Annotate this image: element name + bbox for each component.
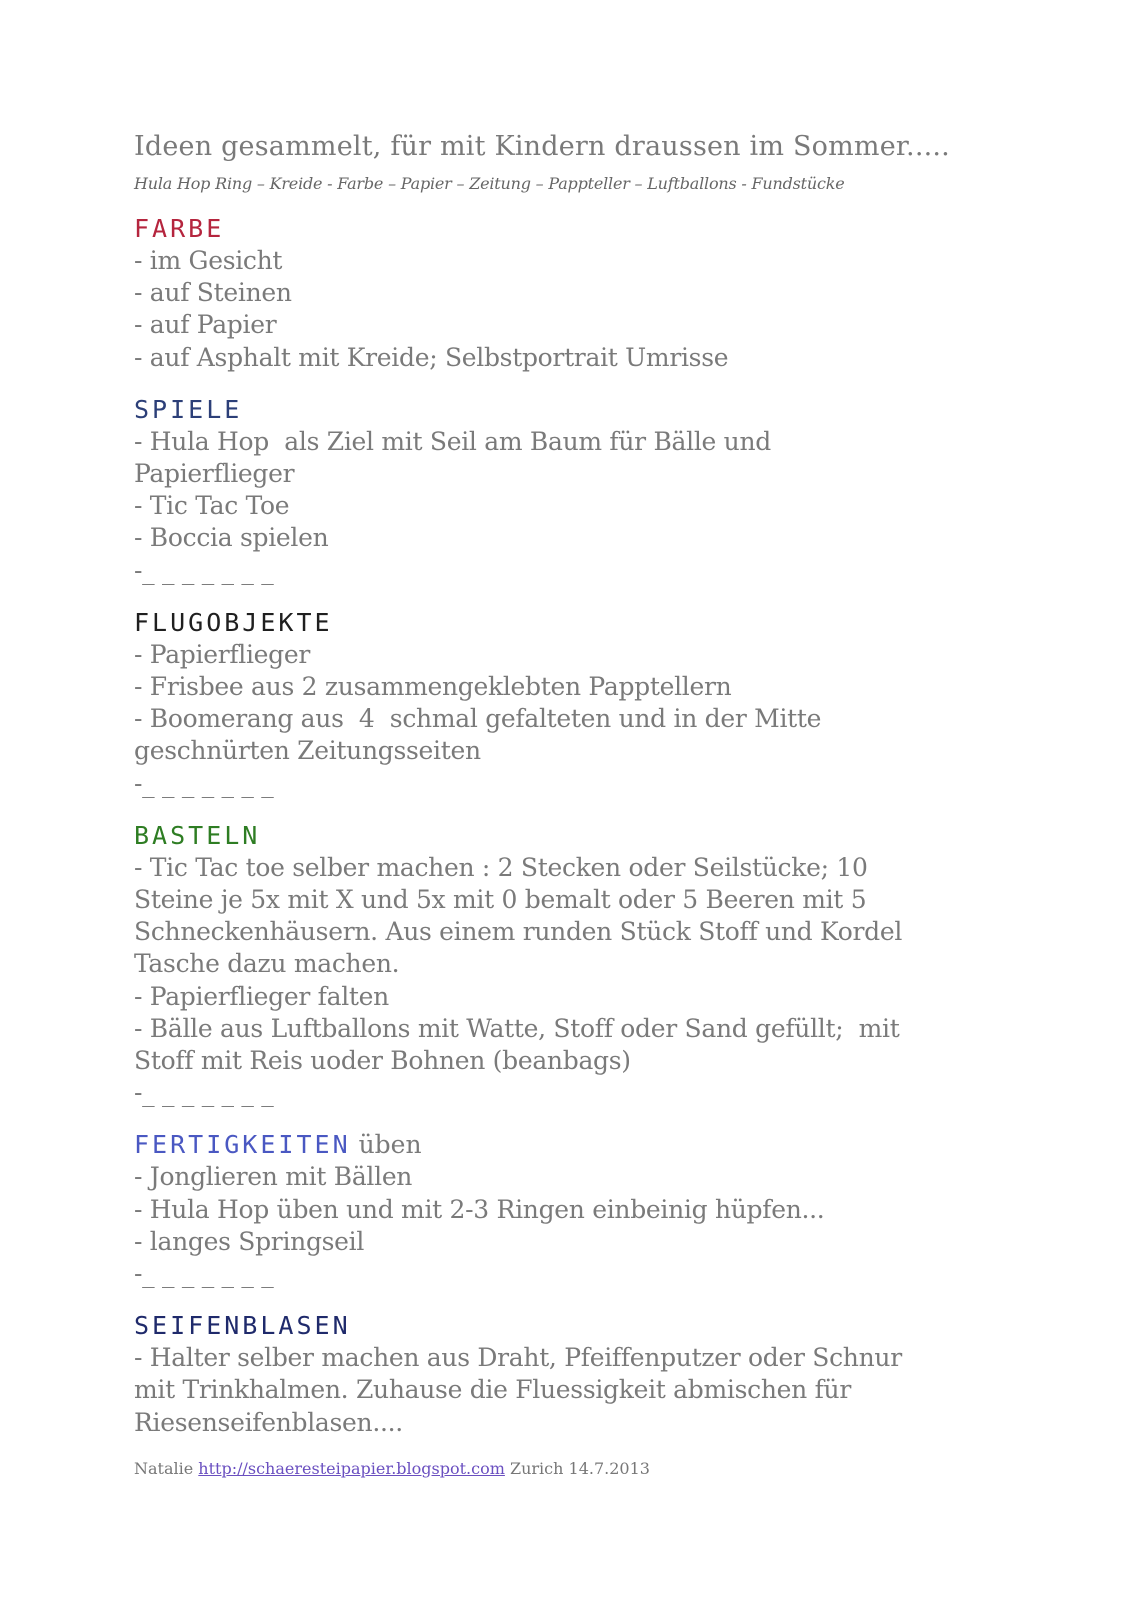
list-item: - auf Papier: [134, 310, 277, 340]
list-item: Stoff mit Reis uoder Bohnen (beanbags): [134, 1046, 631, 1076]
separator: -_ _ _ _ _ _ _: [134, 768, 274, 798]
list-item: - auf Asphalt mit Kreide; Selbstportrait Umrisse: [134, 342, 729, 372]
section-spiele: [134, 394, 994, 587]
list-item: - auf Steinen: [134, 278, 292, 308]
list-item: - im Gesicht: [134, 246, 283, 275]
section-flugobjekte: [134, 607, 994, 800]
heading-text: FERTIGKEITEN: [134, 1130, 351, 1160]
document-page: [134, 128, 994, 1478]
list-item: - langes Springseil: [134, 1226, 365, 1256]
footer: [134, 1459, 994, 1478]
list-item: - Hula Hop üben und mit 2-3 Ringen einbeinig hüpfen...: [134, 1194, 825, 1224]
section-heading-spiele: SPIELE: [134, 394, 243, 424]
section-heading-flugobjekte: FLUGOBJEKTE: [134, 607, 333, 637]
list-item: Papierflieger: [134, 459, 295, 489]
list-item: Schneckenhäusern. Aus einem runden Stück Stoff und Kordel: [134, 917, 903, 947]
separator: -_ _ _ _ _ _ _: [134, 555, 274, 585]
list-item: - Jonglieren mit Bällen: [134, 1162, 413, 1192]
list-item: Riesenseifenblasen....: [134, 1407, 403, 1437]
list-item: - Papierflieger falten: [134, 981, 389, 1011]
list-item: - Halter selber machen aus Draht, Pfeiffenputzer oder Schnur: [134, 1343, 902, 1373]
list-item: geschnürten Zeitungsseiten: [134, 736, 481, 766]
list-item: Tasche dazu machen.: [134, 949, 400, 979]
heading-suffix: üben: [350, 1130, 422, 1160]
list-item: mit Trinkhalmen. Zuhause die Fluessigkeit abmischen für: [134, 1375, 851, 1405]
section-heading-farbe: FARBE: [134, 214, 225, 243]
section-heading-fertigkeiten: [134, 1129, 994, 1161]
list-item: - Boomerang aus 4 schmal gefalteten und in der Mitte: [134, 704, 822, 734]
separator: -_ _ _ _ _ _ _: [134, 1259, 274, 1289]
section-seifenblasen: [134, 1310, 994, 1439]
list-item: - Bälle aus Luftballons mit Watte, Stoff oder Sand gefüllt; mit: [134, 1013, 900, 1043]
section-farbe: [134, 213, 994, 374]
list-item: - Tic Tac toe selber machen : 2 Stecken oder Seilstücke; 10: [134, 852, 868, 882]
section-heading-seifenblasen: SEIFENBLASEN: [134, 1311, 351, 1341]
materials-list: Hula Hop Ring – Kreide - Farbe – Papier – Zeitung – Pappteller – Luftballons - Fundstücke: [134, 174, 845, 193]
separator: -_ _ _ _ _ _ _: [134, 1078, 274, 1108]
section-basteln: [134, 820, 994, 1110]
page-title: Ideen gesammelt, für mit Kindern draussen im Sommer.....: [134, 131, 950, 162]
section-fertigkeiten: [134, 1129, 994, 1290]
list-item: Steine je 5x mit X und 5x mit 0 bemalt oder 5 Beeren mit 5: [134, 885, 867, 915]
section-heading-basteln: BASTELN: [134, 820, 261, 850]
list-item: - Hula Hop als Ziel mit Seil am Baum für Bälle und: [134, 426, 771, 456]
list-item: - Tic Tac Toe: [134, 491, 290, 521]
list-item: - Papierflieger: [134, 639, 311, 669]
footer-author: Natalie: [134, 1458, 199, 1478]
list-item: - Frisbee aus 2 zusammengeklebten Papptellern: [134, 672, 732, 702]
list-item: - Boccia spielen: [134, 523, 329, 553]
blog-link[interactable]: http://schaeresteipapier.blogspot.com: [198, 1458, 505, 1478]
footer-place-date: Zurich 14.7.2013: [504, 1458, 650, 1478]
